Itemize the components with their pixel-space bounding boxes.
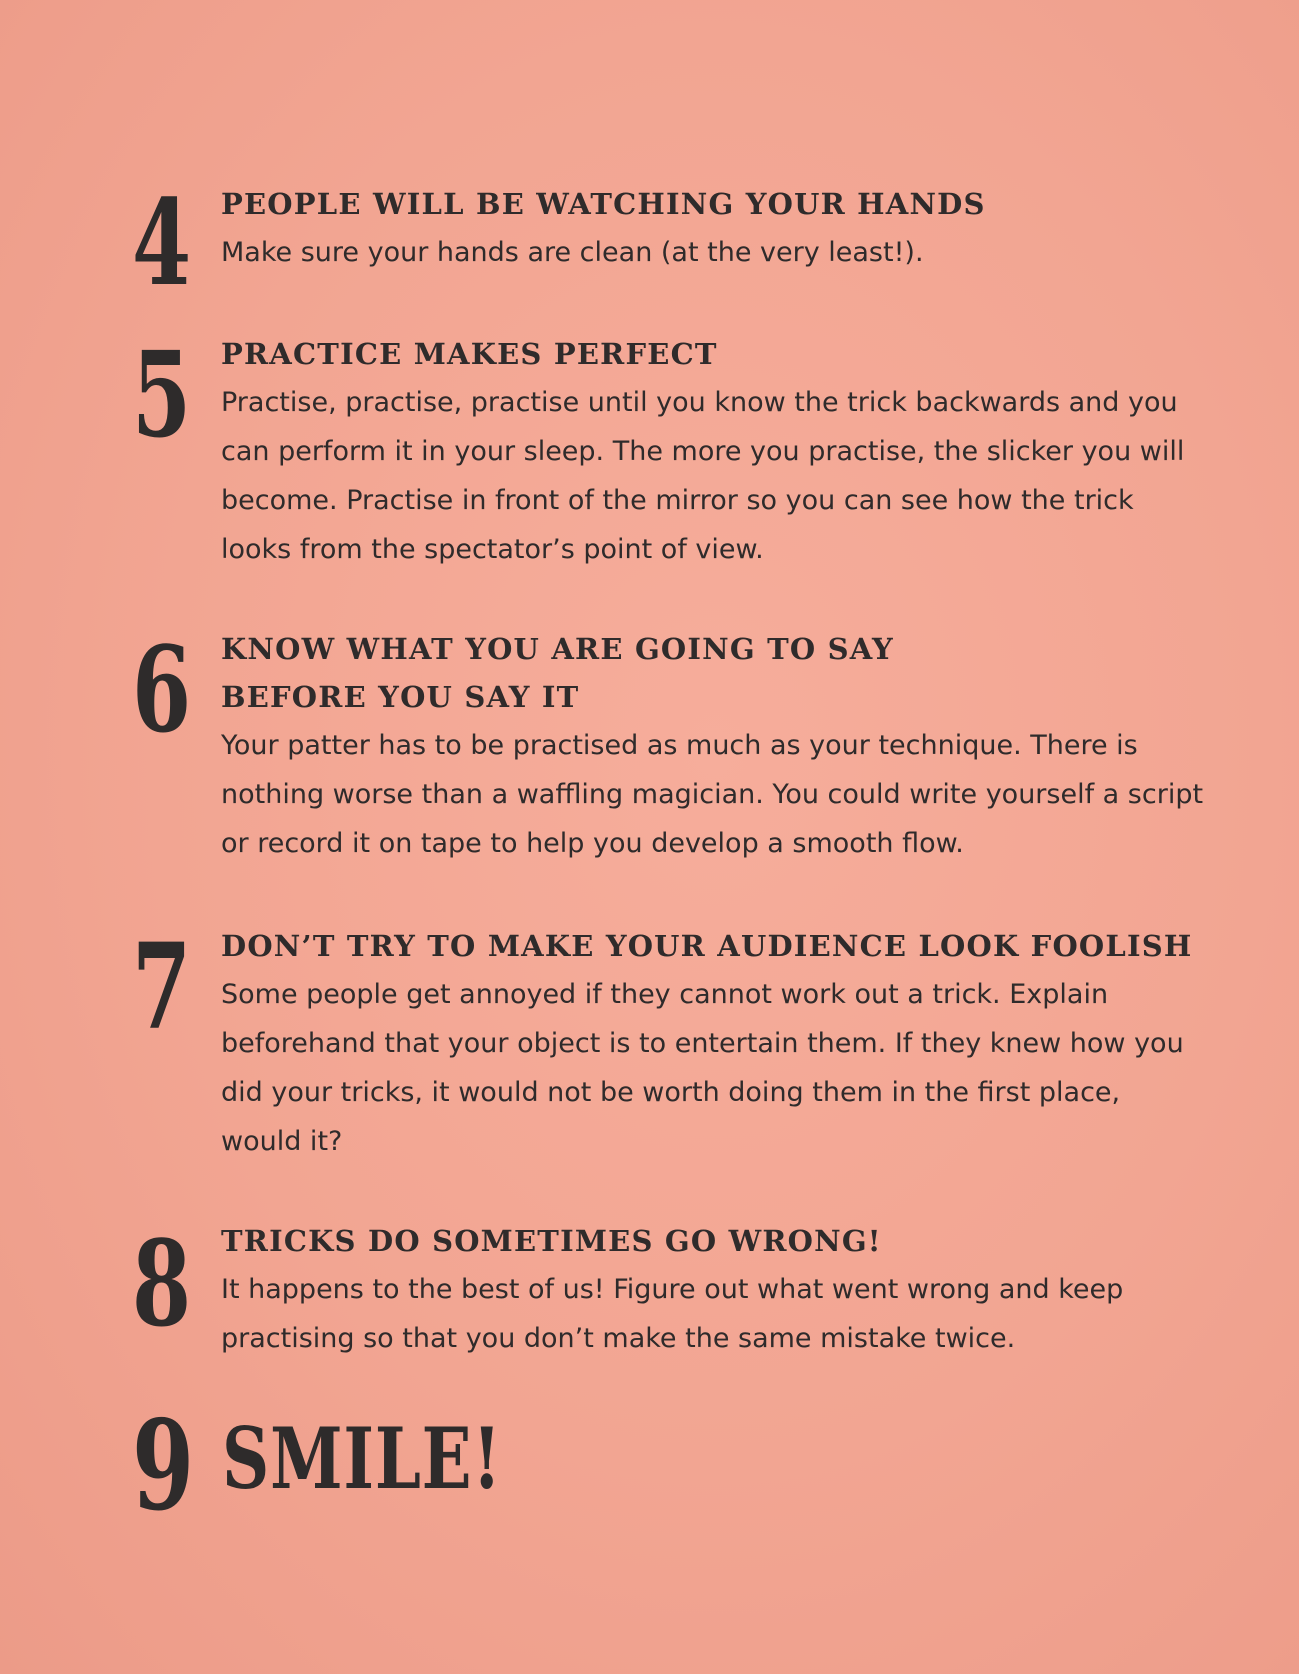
- tip-heading: [221, 922, 1231, 970]
- tip-body: [221, 330, 1231, 574]
- tip-text-line: Practise, practise, practise until you know the trick backwards and you: [221, 387, 1178, 418]
- tip-body: [221, 180, 1231, 277]
- tip-number: 6: [132, 620, 190, 759]
- tip-text-line: Some people get annoyed if they cannot work out a trick. Explain: [221, 979, 1109, 1010]
- tip-heading: [221, 180, 1231, 228]
- tip-text: [221, 378, 1231, 574]
- tip-heading-line: DON’T TRY TO MAKE YOUR AUDIENCE LOOK FOOLISH: [221, 929, 1193, 963]
- tip-text-line: or record it on tape to help you develop a smooth flow.: [221, 828, 964, 859]
- tip-number: 8: [132, 1214, 190, 1353]
- tip-body: [221, 1217, 1231, 1363]
- tip-text-line: can perform it in your sleep. The more you practise, the slicker you will: [221, 436, 1185, 467]
- tip-text-line: nothing worse than a waffling magician. You could write yourself a script: [221, 779, 1204, 810]
- tip-heading-line: BEFORE YOU SAY IT: [221, 680, 580, 714]
- tip-heading: [221, 330, 1231, 378]
- tip-heading-line: PEOPLE WILL BE WATCHING YOUR HANDS: [221, 187, 986, 221]
- tip-text-line: It happens to the best of us! Figure out what went wrong and keep: [221, 1274, 1124, 1305]
- tip-text-line: did your tricks, it would not be worth doing them in the first place,: [221, 1077, 1121, 1108]
- tip-heading-line: KNOW WHAT YOU ARE GOING TO SAY: [221, 632, 894, 666]
- tip-number: 5: [132, 325, 190, 464]
- tip-number: 7: [132, 917, 190, 1056]
- tip-text-line: would it?: [221, 1126, 343, 1157]
- tip-body: [221, 625, 1231, 868]
- tip-body: [221, 922, 1231, 1166]
- tip-heading: [221, 625, 1231, 721]
- tip-heading-line: PRACTICE MAKES PERFECT: [221, 337, 718, 371]
- tip-text-line: looks from the spectator’s point of view.: [221, 534, 764, 565]
- tip-text-line: practising so that you don’t make the same mistake twice.: [221, 1323, 1016, 1354]
- tip-number: 4: [132, 173, 190, 312]
- tip-number: 9: [132, 1394, 193, 1539]
- tip-heading: [221, 1217, 1231, 1265]
- tip-text-line: beforehand that your object is to entertain them. If they knew how you: [221, 1028, 1184, 1059]
- tip-text-line: Make sure your hands are clean (at the very least!).: [221, 237, 924, 268]
- tip-text: [221, 228, 1231, 277]
- tip-text: [221, 1265, 1231, 1363]
- tip-text-line: Your patter has to be practised as much as your technique. There is: [221, 730, 1138, 761]
- tip-heading-line: TRICKS DO SOMETIMES GO WRONG!: [221, 1224, 882, 1258]
- tip-text-line: become. Practise in front of the mirror so you can see how the trick: [221, 485, 1134, 516]
- smile-heading: SMILE!: [222, 1409, 502, 1508]
- tip-text: [221, 970, 1231, 1166]
- tip-text: [221, 721, 1231, 868]
